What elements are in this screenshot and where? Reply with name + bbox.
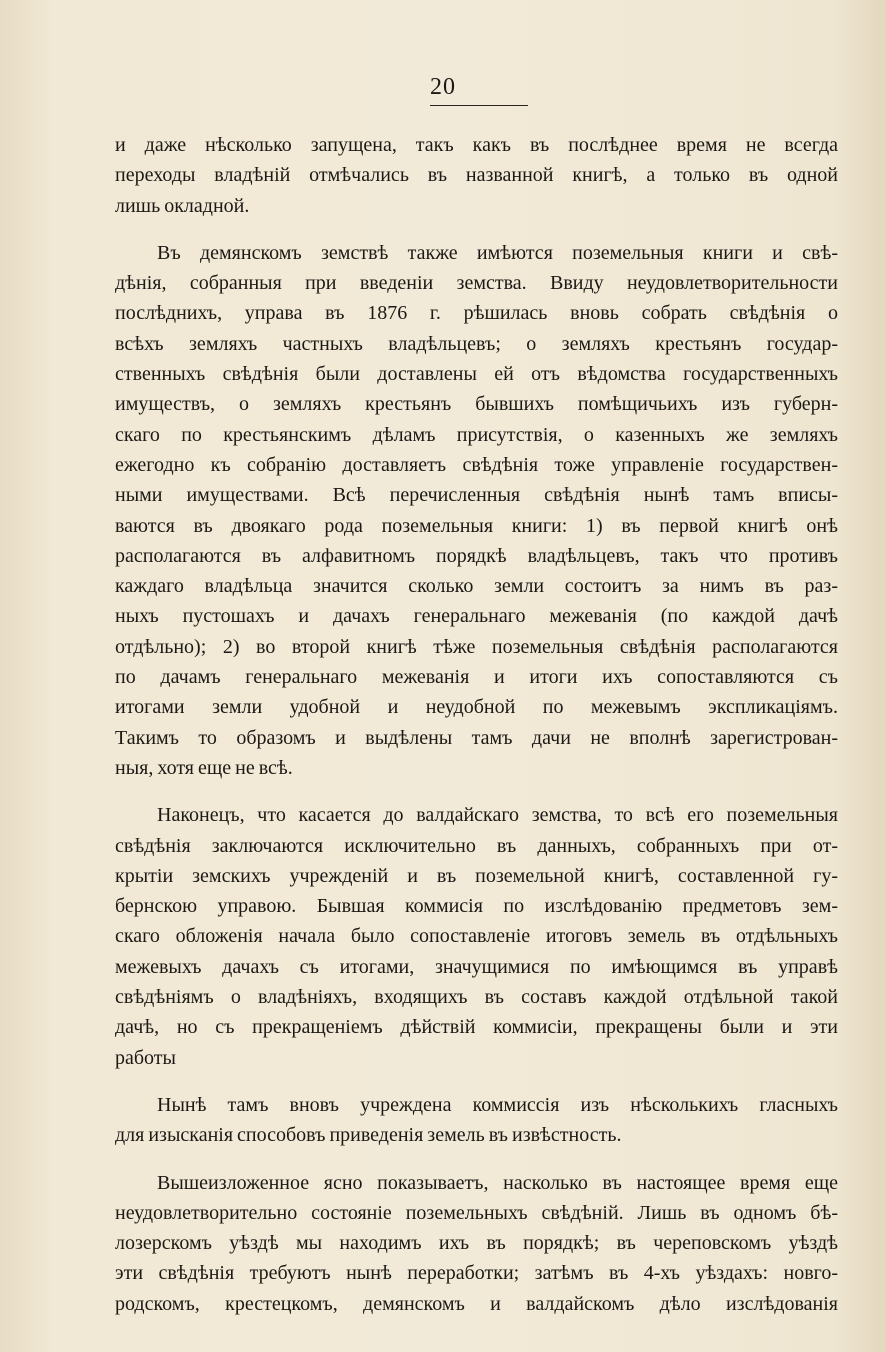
text-line: неудовлетворительно состояніе поземельныхъ свѣдѣній. Лишь въ одномъ бѣ-: [115, 1201, 838, 1224]
paragraph: [115, 1090, 838, 1151]
text-line: дѣнія, собранныя при введеніи земства. Ввиду неудовлетворительности: [115, 272, 838, 295]
text-line: имуществъ, о земляхъ крестьянъ бывшихъ помѣщичьихъ изъ губерн-: [115, 393, 838, 416]
text-line: лишь окладной.: [115, 194, 250, 217]
text-line: ственныхъ свѣдѣнія были доставлены ей отъ вѣдомства государственныхъ: [115, 363, 838, 386]
text-line: располагаются въ алфавитномъ порядкѣ владѣльцевъ, такъ что противъ: [115, 544, 838, 567]
text-line: для изысканія способовъ приведенія земель въ извѣстность.: [115, 1124, 622, 1147]
page-number: 20: [430, 74, 456, 100]
text-line: итогами земли удобной и неудобной по межевымъ экспликаціямъ.: [115, 696, 838, 719]
text-line: всѣхъ земляхъ частныхъ владѣльцевъ; о земляхъ крестьянъ государ-: [115, 332, 838, 355]
paragraph: [115, 130, 838, 221]
text-line: отдѣльно); 2) во второй книгѣ тѣже поземельныя свѣдѣнія располагаются: [115, 635, 838, 658]
paragraph: [115, 238, 838, 783]
text-line: послѣднихъ, управа въ 1876 г. рѣшилась вновь собрать свѣдѣнія о: [115, 302, 838, 325]
text-line: и даже нѣсколько запущена, такъ какъ въ послѣднее время не всегда: [115, 134, 838, 156]
text-line: переходы владѣній отмѣчались въ названной книгѣ, а только въ одной: [115, 164, 838, 187]
text-line: межевыхъ дачахъ съ итогами, значущимися по имѣющимся въ управѣ: [115, 955, 838, 978]
text-line: каждаго владѣльца значится сколько земли состоитъ за нимъ въ раз-: [115, 575, 838, 598]
text-line: эти свѣдѣнія требуютъ нынѣ переработки; затѣмъ въ 4-хъ уѣздахъ: новго-: [115, 1262, 838, 1285]
text-line: лозерскомъ уѣздѣ мы находимъ ихъ въ порядкѣ; въ череповскомъ уѣздѣ: [115, 1232, 838, 1255]
text-line: ежегодно къ собранію доставляетъ свѣдѣнія тоже управленіе государствен-: [115, 453, 838, 476]
text-line: родскомъ, крестецкомъ, демянскомъ и валдайскомъ дѣло изслѣдованія: [115, 1292, 838, 1315]
text-line: скаго по крестьянскимъ дѣламъ присутствія, о казенныхъ же земляхъ: [115, 423, 838, 446]
text-line: свѣдѣнія заключаются исключительно въ данныхъ, собранныхъ при от-: [115, 834, 838, 857]
text-line: ныхъ пустошахъ и дачахъ генеральнаго межеванія (по каждой дачѣ: [115, 605, 838, 628]
text-line: Наконецъ, что касается до валдайскаго земства, то всѣ его поземельныя: [157, 804, 838, 827]
text-line: по дачамъ генеральнаго межеванія и итоги ихъ сопоставляются съ: [115, 666, 838, 689]
text-line: Такимъ то образомъ и выдѣлены тамъ дачи не вполнѣ зарегистрован-: [115, 726, 838, 749]
text-line: дачѣ, но съ прекращеніемъ дѣйствій коммисіи, прекращены были и эти: [115, 1016, 838, 1039]
text-line: бернскою управою. Бывшая коммисія по изслѣдованію предметовъ зем-: [115, 895, 838, 918]
text-line: ныя, хотя еще не всѣ.: [115, 756, 293, 779]
body-text: [115, 130, 838, 1319]
page-number-rule: [430, 105, 528, 106]
text-line: ваются въ двоякаго рода поземельныя книги: 1) въ первой книгѣ онѣ: [115, 514, 838, 537]
text-line: Вышеизложенное ясно показываетъ, насколько въ настоящее время еще: [157, 1171, 838, 1194]
text-line: Въ демянскомъ земствѣ также имѣются поземельныя книги и свѣ-: [157, 241, 838, 264]
text-line: ными имуществами. Всѣ перечисленныя свѣдѣнія нынѣ тамъ вписы-: [115, 484, 838, 507]
text-line: работы: [115, 1046, 176, 1069]
text-line: свѣдѣніямъ о владѣніяхъ, входящихъ въ составъ каждой отдѣльной такой: [115, 986, 838, 1009]
paragraph: [115, 800, 838, 1073]
text-line: Нынѣ тамъ вновъ учреждена коммиссія изъ нѣсколькихъ гласныхъ: [157, 1093, 838, 1116]
text-line: крытіи земскихъ учрежденій и въ поземельной книгѣ, составленной гу-: [115, 864, 838, 887]
text-line: скаго обложенія начала было сопоставленіе итоговъ земель въ отдѣльныхъ: [115, 925, 838, 948]
paragraph: [115, 1168, 838, 1319]
